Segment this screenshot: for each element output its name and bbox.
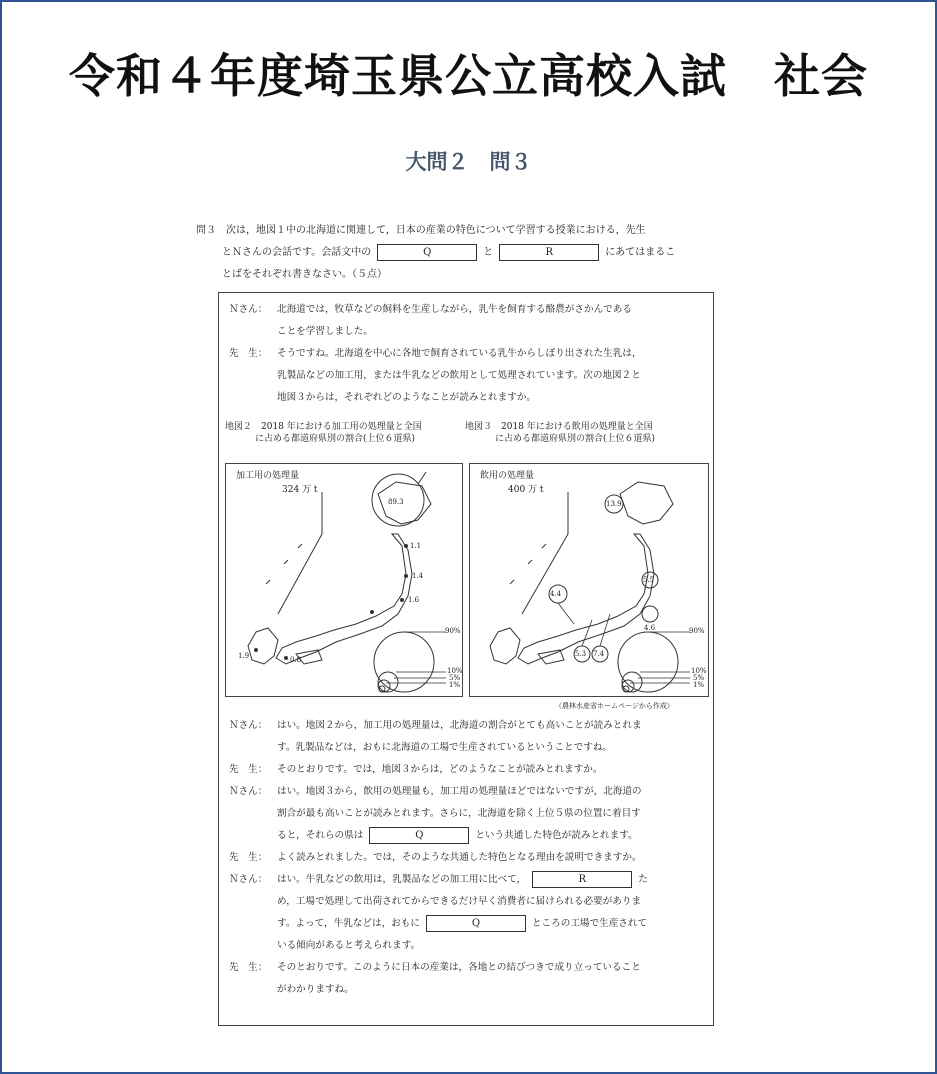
dialog-line: [229, 299, 711, 321]
dialog-line-with-box: [229, 825, 711, 847]
map2-scale-label: 5%: [449, 674, 461, 682]
map2-value: 1.1: [410, 542, 422, 550]
map2-caption-line-1: 地図２ 2018 年における加工用の処理量と全国: [225, 422, 422, 432]
dialog-text: す。乳製品などは，おもに北海道の工場で生産されているということですね。: [277, 742, 613, 753]
dialog-text: がわかりますね。: [277, 984, 354, 995]
dialog-text: 北海道では，牧草などの飼料を生産しながら，乳牛を飼育する酪農がさかんである: [277, 304, 632, 315]
dialog-line: [229, 343, 711, 365]
dialog-part-2: [229, 715, 711, 1001]
dialog-text: 乳製品などの加工用，または牛乳などの飲用として処理されています。次の地図２と: [277, 370, 641, 381]
question-line-3: とばをそれぞれ書きなさい。（５点）: [222, 269, 387, 280]
map3-value: 4.4: [550, 590, 562, 598]
map3-value: 5.3: [575, 650, 587, 658]
answer-box-q: Q: [426, 915, 526, 932]
dialog-text: そのとおりです。では，地図３からは，どのようなことが読みとれますか。: [277, 764, 603, 775]
dialog-text: 割合が最も高いことが読みとれます。さらに，北海道を除く上位５県の位置に着目す: [277, 808, 641, 819]
question-text: と: [483, 247, 494, 258]
map2-scale-label: 10%: [447, 667, 463, 675]
map2-caption-line-2: に占める都道府県別の割合(上位６道県): [255, 434, 416, 444]
speaker-label: 先 生：: [229, 852, 268, 863]
map3-scale-label: 5%: [693, 674, 705, 682]
source-note: （農林水産省ホームページから作成）: [555, 702, 674, 710]
map3-value: 13.9: [606, 500, 622, 508]
dialog-text: そうですね。北海道を中心に各地で飼育されている乳牛からしぼり出された生乳は，: [277, 348, 642, 359]
answer-box-r: R: [532, 871, 632, 888]
map2-value: 89.3: [388, 498, 404, 506]
map3-value: 7.4: [593, 650, 605, 658]
map3-caption-line-2: に占める都道府県別の割合(上位６道県): [495, 434, 656, 444]
map2-caption: [225, 421, 465, 445]
question-line-2: [196, 242, 724, 264]
japan-map-3: [470, 464, 708, 696]
map3-scale-label: 1%: [693, 681, 705, 689]
question-text: にあてはまるこ: [605, 247, 676, 258]
speaker-label: Ｎさん：: [229, 786, 268, 797]
map3-scale-label: 10%: [691, 667, 707, 675]
dialog-text: よく読みとれました。では，そのような共通した特色となる理由を説明できますか。: [277, 852, 642, 863]
exam-scan: [196, 212, 724, 1032]
page-title: 令和４年度埼玉県公立高校入試 社会: [69, 49, 868, 103]
speaker-label: Ｎさん：: [229, 304, 268, 315]
dialog-line: [229, 759, 711, 781]
map2-legend-title: 加工用の処理量: [236, 471, 300, 481]
map2-scale-label: 90%: [445, 627, 461, 635]
dialog-box: [218, 292, 714, 1026]
dialog-text: た: [638, 874, 648, 885]
map2-value: 1.4: [412, 572, 424, 580]
map2: [225, 463, 463, 697]
dialog-text: す。よって，牛乳などは，おもに: [277, 918, 420, 929]
dialog-text: はい。牛乳などの飲用は，乳製品などの加工用に比べて，: [277, 874, 527, 885]
answer-box-q: Q: [369, 827, 469, 844]
map3-caption-line-1: 地図３ 2018 年における飲用の処理量と全国: [465, 422, 653, 432]
answer-box-r: R: [499, 244, 599, 261]
dialog-text: はい。地図２から，加工用の処理量は，北海道の割合がとても高いことが読みとれま: [277, 720, 642, 731]
dialog-text: め，工場で処理して出荷されてからできるだけ早く消費者に届けられる必要がありま: [277, 896, 642, 907]
dialog-text: ところの工場で生産されて: [531, 918, 648, 929]
map3-legend-amount: 400 万 t: [508, 485, 544, 495]
dialog-line-with-box: [229, 913, 711, 935]
answer-box-q: Q: [377, 244, 477, 261]
map3-scale-label: 90%: [689, 627, 705, 635]
speaker-label: Ｎさん：: [229, 874, 268, 885]
japan-map-2: [226, 464, 462, 696]
speaker-label: Ｎさん：: [229, 720, 268, 731]
dialog-line: [229, 957, 711, 979]
dialog-line-with-box: [277, 869, 711, 891]
map2-value: 0.8: [290, 656, 302, 664]
dialog-line: [229, 781, 711, 803]
map3: [469, 463, 709, 697]
dialog-text: いる傾向があると考えられます。: [277, 940, 421, 951]
dialog-part-1: [229, 299, 711, 409]
map3-value: 5.5: [643, 576, 655, 584]
dialog-text: はい。地図３から，飲用の処理量も，加工用の処理量ほどではないですが，北海道の: [277, 786, 642, 797]
question-text: とＮさんの会話です。会話文中の: [222, 247, 372, 258]
dialog-text: ると，それらの県は: [277, 830, 364, 841]
speaker-label: 先 生：: [229, 962, 268, 973]
speaker-label: 先 生：: [229, 764, 268, 775]
map3-caption: [465, 421, 713, 445]
dialog-text: そのとおりです。このように日本の産業は，各地との結びつきで成り立っていること: [277, 962, 641, 973]
map2-value: 1.9: [238, 652, 250, 660]
question-intro: [196, 220, 724, 286]
question-line-1: 問３ 次は，地図１中の北海道に関連して，日本の産業の特色について学習する授業における，先生: [196, 225, 646, 236]
map3-value: 4.6: [644, 624, 656, 632]
dialog-line: [229, 715, 711, 737]
map2-scale-label: 1%: [449, 681, 461, 689]
dialog-line: [229, 847, 711, 869]
map3-legend-title: 飲用の処理量: [480, 471, 535, 481]
map2-legend-amount: 324 万 t: [282, 485, 318, 495]
speaker-label: 先 生：: [229, 348, 268, 359]
map2-value: 1.6: [408, 596, 420, 604]
page-subtitle: 大問２ 問３: [405, 150, 532, 174]
dialog-text: 地図３からは，それぞれどのようなことが読みとれますか。: [277, 392, 537, 403]
dialog-text: という共通した特色が読みとれます。: [475, 830, 638, 841]
dialog-text: ことを学習しました。: [277, 326, 373, 337]
dialog-line: [229, 869, 711, 891]
